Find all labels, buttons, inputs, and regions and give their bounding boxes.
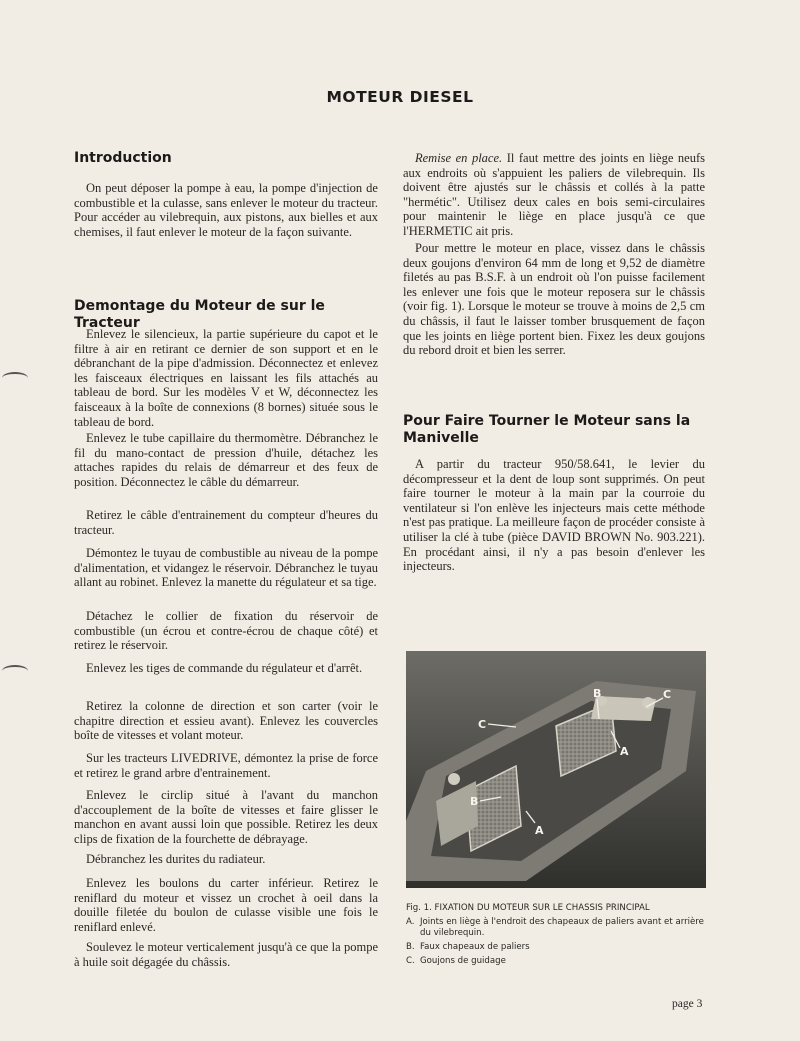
paragraph: Détachez le collier de fixation du réservoir de combustible (un écrou et contre-écrou de chaque côté) et retirez le réservoir. (74, 609, 378, 653)
paragraph: Pour mettre le moteur en place, vissez dans le châssis deux goujons d'environ 64 mm de long et 9,52 de diamètre filetés au pas B.S.F. à un endroit où l'on puisse facilement les enlever une fois que le moteur reposera sur le châssis (voir fig. 1). Lorsque le moteur se trouve à moins de 2,5 cm du châssis, il faut le laisser tomber brusquement de façon que les joints en liège portent bien. Fixez les deux goujons du rebord droit et bien les serrer. (403, 241, 705, 358)
tourner-heading: Pour Faire Tourner le Moteur sans la Manivelle (403, 413, 691, 446)
demontage-heading: Demontage du Moteur de sur le Tracteur (74, 298, 325, 331)
punch-hole-mark (2, 665, 28, 677)
remise-lead: Remise en place. (415, 151, 503, 165)
punch-hole-mark (2, 372, 28, 384)
caption-item (406, 917, 706, 939)
figure-label-a: A (620, 745, 629, 758)
paragraph: Retirez le câble d'entrainement du compteur d'heures du tracteur. (74, 508, 378, 537)
figure-label-a: A (535, 824, 544, 837)
caption-text: Faux chapeaux de paliers (420, 942, 530, 952)
caption-text: Joints en liège à l'endroit des chapeaux de paliers avant et arrière du vilebrequin. (420, 917, 704, 938)
intro-heading: Introduction (74, 150, 172, 166)
remise-text: Il faut mettre des joints en liège neufs aux endroits où s'appuient les paliers de vilebrequin. Ils doivent être ajustés sur le châssis et collés à la patte "hermétic". Utilisez deux cales en bois semi-circulaires pour maintenir le liège en place jusqu'à ce que l'HERMETIC ait pris. (403, 151, 706, 238)
paragraph: Sur les tracteurs LIVEDRIVE, démontez la prise de force et retirez le grand arbre d'entrainement. (74, 751, 378, 780)
caption-key: C. (406, 956, 415, 966)
paragraph: Enlevez le silencieux, la partie supérieure du capot et le filtre à air en retirant ce dernier de son support et en le débranchant de la pipe d'admission. Déconnectez et enlevez les faisceaux électriques en laissant les fils attachés au tableau de bord. Sur les modèles V et W, déconnectez les faisceaux à la boîte de connexions (8 bornes) située sous le tableau de bord. (74, 327, 378, 429)
figure-label-b: B (470, 795, 479, 808)
figure-label-b: B (593, 687, 602, 700)
intro-paragraph: On peut déposer la pompe à eau, la pompe d'injection de combustible et la culasse, sans enlever le moteur du tracteur. Pour accéder au vilebrequin, aux pistons, aux bielles et aux chemises, il faut enlever le moteur de la façon suivante. (74, 181, 378, 239)
page-title: MOTEUR DIESEL (326, 88, 474, 106)
caption-key: B. (406, 942, 415, 952)
paragraph: Débranchez les durites du radiateur. (86, 852, 266, 866)
caption-item (406, 942, 706, 953)
paragraph: Enlevez les tiges de commande du régulateur et d'arrêt. (86, 661, 363, 675)
caption-key: A. (406, 917, 415, 927)
figure-label-c: C (478, 718, 487, 731)
figure-caption (406, 903, 706, 970)
paragraph: Enlevez le circlip situé à l'avant du manchon d'accouplement de la boîte de vitesses et faire glisser le manchon en avant aussi loin que possible. Retirez les deux clips de fixation de la fourchette de débrayage. (74, 788, 378, 846)
paragraph: Soulevez le moteur verticalement jusqu'à ce que la pompe à huile soit dégagée du châssis. (74, 940, 378, 969)
paragraph: A partir du tracteur 950/58.641, le levier du décompresseur et la dent de loup sont supprimés. On peut faire tourner le moteur à la main par la courroie du ventilateur si l'on enlève les injecteurs mais cette méthode n'est pas pratique. La meilleure façon de procéder consiste à utiliser la clé à tube (pièce DAVID BROWN No. 903.221). En procédant ainsi, il n'y a pas besoin d'enlever les injecteurs. (403, 457, 705, 574)
page-number: page 3 (672, 998, 703, 1010)
paragraph: Enlevez les boulons du carter inférieur. Retirez le reniflard du moteur et vissez un crochet à oeil dans la douille filetée du boulon de culasse visible une fois le reniflard enlevé. (74, 876, 378, 934)
remise-paragraph (403, 151, 705, 239)
paragraph: Démontez le tuyau de combustible au niveau de la pompe d'alimentation, et vidangez le réservoir. Débranchez le tuyau allant au robinet. Enlevez la manette du régulateur et sa tige. (74, 546, 378, 590)
caption-title: Fig. 1. FIXATION DU MOTEUR SUR LE CHASSIS PRINCIPAL (406, 903, 650, 913)
paragraph: Retirez la colonne de direction et son carter (voir le chapitre direction et essieu avant). Enlevez les couvercles boîte de vitesses et volant moteur. (74, 699, 378, 743)
engine-frame-photo (406, 651, 706, 888)
caption-text: Goujons de guidage (420, 956, 506, 966)
figure-label-c: C (663, 688, 672, 701)
paragraph: Enlevez le tube capillaire du thermomètre. Débranchez le fil du mano-contact de pression d'huile, détachez les attaches rapides du relais de démarreur et des feux de position. Déconnectez le câble du démarreur. (74, 431, 378, 489)
engine-frame-illustration (406, 651, 706, 888)
caption-item (406, 956, 706, 967)
